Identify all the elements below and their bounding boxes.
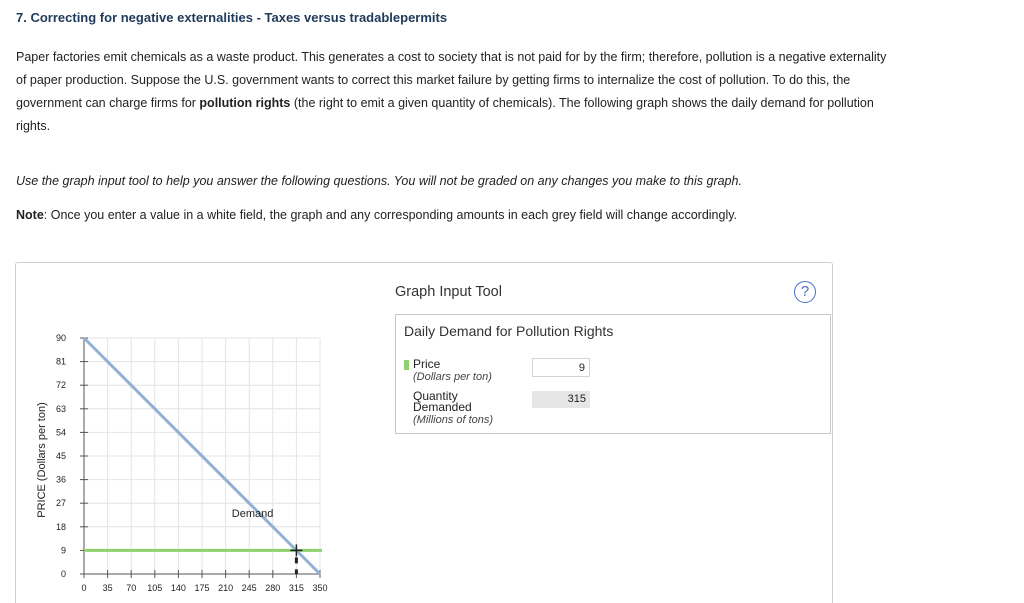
y-tick-label: 36 <box>55 474 66 485</box>
y-tick-label: 63 <box>55 403 66 414</box>
y-tick-label: 45 <box>55 451 66 461</box>
paragraph-bold-term: pollution rights <box>199 96 291 110</box>
price-label: Price <box>413 357 441 371</box>
y-tick-label: 54 <box>55 427 66 438</box>
note-label: Note <box>16 208 44 222</box>
x-tick-label: 70 <box>126 583 137 593</box>
paragraph-text-1: Paper factories emit chemicals as a waste product. This generates a cost to society that is not paid for by the firm; therefore, pollution is a negative externality of paper production. Suppose the U.S. government wants to correct this market failure by getting firms to internalize the cost of pollution. To do this, the government can charge firms for <box>16 50 887 110</box>
y-tick-label: 90 <box>55 333 66 343</box>
price-legend-swatch <box>404 360 409 370</box>
demand-label: Demand <box>231 508 274 521</box>
y-tick-label: 0 <box>60 569 66 579</box>
y-axis-label: PRICE (Dollars per ton) <box>36 402 48 518</box>
x-tick-label: 0 <box>81 583 87 593</box>
chart-axes <box>56 333 328 593</box>
quantity-demanded-field: 315 <box>532 391 590 408</box>
y-tick-label: 81 <box>55 356 66 367</box>
x-tick-label: 175 <box>194 583 210 593</box>
price-input[interactable] <box>532 358 590 377</box>
note-text <box>16 208 737 222</box>
y-tick-label: 18 <box>55 521 66 532</box>
question-title: 7. Correcting for negative externalities - Taxes versus tradablepermits <box>16 10 448 25</box>
note-body: : Once you enter a value in a white field, the graph and any corresponding amounts in each grey field will change accordingly. <box>43 208 738 222</box>
x-tick-label: 315 <box>288 583 304 593</box>
y-tick-label: 72 <box>55 380 66 391</box>
quantity-label-line1: Quantity <box>413 389 458 403</box>
graph-input-box-title: Daily Demand for Pollution Rights <box>404 323 614 339</box>
x-tick-label: 245 <box>241 583 257 593</box>
x-tick-label: 35 <box>102 583 113 593</box>
x-tick-label: 105 <box>147 583 163 593</box>
graph-input-tool-title: Graph Input Tool <box>395 284 502 300</box>
x-tick-label: 140 <box>170 583 186 593</box>
instruction-text: Use the graph input tool to help you answer the following questions. You will not be graded on any changes you make to this graph. <box>16 174 742 188</box>
x-tick-label: 350 <box>312 583 328 593</box>
y-tick-label: 27 <box>55 498 66 509</box>
x-tick-label: 210 <box>218 583 234 593</box>
paragraph-text-2: (the right to emit a given quantity of chemicals). The following graph shows the daily demand for pollution rights. <box>16 96 874 133</box>
graph-input-box <box>395 314 831 434</box>
x-tick-label: 280 <box>265 583 281 593</box>
help-icon[interactable]: ? <box>794 281 816 303</box>
question-paragraph <box>16 46 896 138</box>
y-tick-label: 9 <box>60 545 66 556</box>
quantity-label-line2: Demanded <box>413 400 472 414</box>
quantity-unit: (Millions of tons) <box>413 414 494 426</box>
price-unit: (Dollars per ton) <box>413 371 492 383</box>
